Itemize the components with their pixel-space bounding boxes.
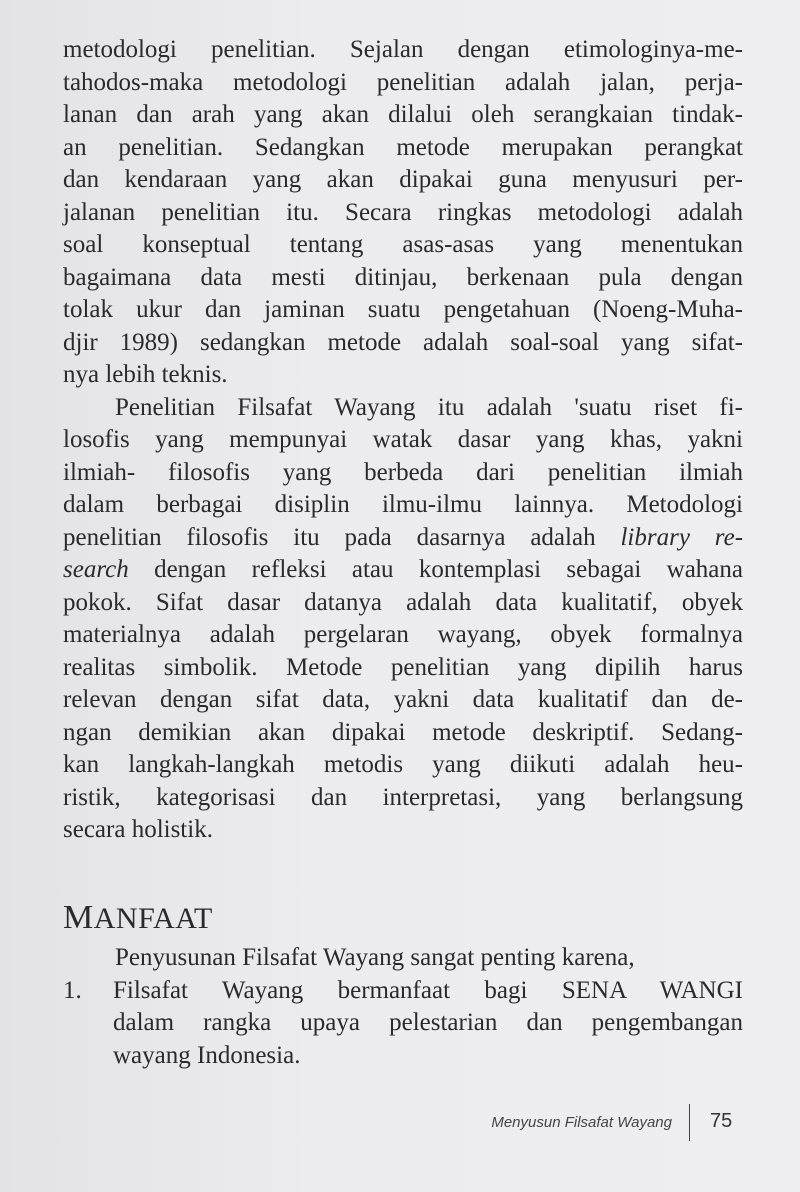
text-line: Penelitian Filsafat Wayang itu adalah 'suatu riset fi- [115, 393, 743, 421]
text-fragment: penelitian filosofis itu pada dasarnya adalah [63, 523, 596, 551]
benefit-list [63, 941, 743, 1071]
text-line: relevan dengan sifat data, yakni data kualitatif dan de- [63, 686, 743, 713]
text-line-with-italic [63, 522, 743, 555]
text-line: losofis yang mempunyai watak dasar yang khas, yakni [63, 426, 743, 453]
list-item-text: Filsafat Wayang bermanfaat bagi SENA WANGI [113, 976, 743, 1004]
text-line: djir 1989) sedangkan metode adalah soal-soal yang sifat- [63, 328, 743, 356]
text-line: jalanan penelitian itu. Secara ringkas metodologi adalah [63, 198, 743, 226]
text-line: lanan dan arah yang akan dilalui oleh serangkaian tindak- [63, 101, 743, 128]
text-line: bagaimana data mesti ditinjau, berkenaan pula dengan [63, 263, 743, 291]
text-line: kan langkah-langkah metodis yang diikuti adalah heu- [63, 751, 743, 778]
text-line: metodologi penelitian. Sejalan dengan etimologinya-me- [63, 36, 743, 63]
body-text [63, 34, 743, 847]
list-number: 1. [63, 976, 82, 1004]
text-line: pokok. Sifat dasar datanya adalah data kualitatif, obyek [63, 588, 743, 616]
text-line: soal konseptual tentang asas-asas yang menentukan [63, 231, 743, 258]
text-line: tahodos-maka metodologi penelitian adalah jalan, perja- [63, 68, 743, 96]
heading-rest: ANFAAT [93, 902, 213, 935]
footer-divider [689, 1104, 690, 1141]
text-line: tolak ukur dan jaminan suatu pengetahuan (Noeng-Muha- [63, 296, 743, 323]
list-item-continuation: wayang Indonesia. [113, 1041, 301, 1069]
text-line: ilmiah- filosofis yang berbeda dari penelitian ilmiah [63, 458, 743, 486]
text-line-with-italic [63, 554, 743, 587]
text-line: realitas simbolik. Metode penelitian yang dipilih harus [63, 653, 743, 681]
italic-term: library re- [620, 523, 744, 551]
text-line: materialnya adalah pergelaran wayang, obyek formalnya [63, 621, 743, 648]
heading-initial: M [63, 899, 94, 936]
list-item [63, 974, 743, 1007]
page-number: 75 [710, 1110, 733, 1132]
text-line: ristik, kategorisasi dan interpretasi, yang berlangsung [63, 783, 743, 811]
text-line: secara holistik. [63, 816, 213, 843]
section-heading [63, 900, 213, 937]
text-line: dan kendaraan yang akan dipakai guna menyusuri per- [63, 166, 743, 193]
text-line: nya lebih teknis. [63, 361, 228, 388]
page-footer [420, 1104, 750, 1144]
text-line: an penelitian. Sedangkan metode merupakan perangkat [63, 133, 743, 161]
text-fragment: dengan refleksi atau kontemplasi sebagai wahana [154, 556, 743, 583]
text-line: ngan demikian akan dipakai metode deskriptif. Sedang- [63, 718, 743, 746]
text-line: dalam berbagai disiplin ilmu-ilmu lainnya. Metodologi [63, 491, 743, 518]
list-intro: Penyusunan Filsafat Wayang sangat penting karena, [115, 944, 635, 971]
list-item-continuation: dalam rangka upaya pelestarian dan pengembangan [113, 1009, 743, 1036]
italic-term: search [63, 556, 129, 583]
running-title: Menyusun Filsafat Wayang [491, 1114, 672, 1131]
